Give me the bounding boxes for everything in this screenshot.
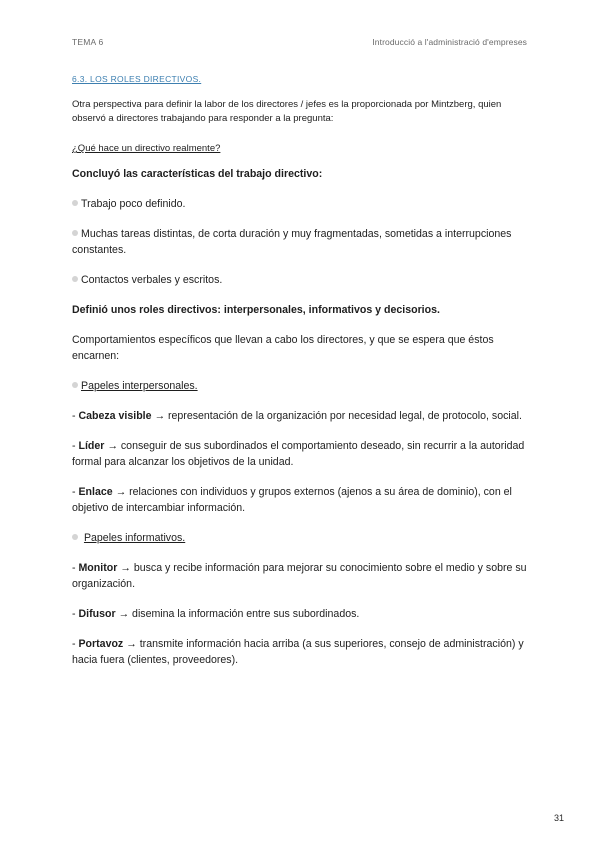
- interpersonal-title-text: Papeles interpersonales.: [81, 380, 198, 392]
- role-dash: -: [72, 410, 79, 422]
- role-entry: [72, 636, 532, 668]
- role-entry: [72, 606, 532, 622]
- arrow-icon: →: [117, 562, 134, 574]
- characteristics-heading: Concluyó las características del trabajo directivo:: [72, 168, 323, 180]
- role-dash: -: [72, 638, 79, 650]
- role-description: conseguir de sus subordinados el comportamiento deseado, sin recurrir a la autoridad formal para alcanzar los objetivos de la unidad.: [72, 440, 525, 468]
- role-description: disemina la información entre sus subordinados.: [132, 608, 360, 620]
- role-entry: [72, 438, 532, 470]
- role-dash: -: [72, 562, 79, 574]
- question-line: ¿Qué hace un directivo realmente?: [72, 143, 221, 154]
- list-item: [72, 272, 532, 288]
- role-term: Enlace: [78, 486, 113, 498]
- role-term: Monitor: [78, 562, 118, 574]
- arrow-icon: →: [112, 486, 130, 498]
- header-course-title: Introducció a l'administració d'empreses: [372, 37, 527, 47]
- list-item-text: Contactos verbales y escritos.: [81, 274, 223, 286]
- role-description: relaciones con individuos y grupos externos (ajenos a su área de dominio), con el objetivo de intercambiar información.: [72, 486, 512, 514]
- informative-title-text: Papeles informativos.: [83, 532, 186, 544]
- arrow-icon: →: [115, 608, 133, 620]
- behaviours-paragraph: Comportamientos específicos que llevan a cabo los directores, y que se espera que éstos encarnen:: [72, 334, 494, 362]
- role-description: transmite información hacia arriba (a sus superiores, consejo de administración) y hacia fuera (clientes, proveedores).: [72, 638, 524, 666]
- role-term: Líder: [78, 440, 105, 452]
- list-item: [72, 196, 532, 212]
- role-term: Cabeza visible: [78, 410, 152, 422]
- list-item: [72, 226, 532, 258]
- role-dash: -: [72, 486, 79, 498]
- document-body: [72, 72, 532, 668]
- header-topic: TEMA 6: [72, 37, 104, 47]
- arrow-icon: →: [151, 410, 168, 422]
- arrow-icon: →: [123, 638, 140, 650]
- list-item-text: Muchas tareas distintas, de corta duración y muy fragmentadas, sometidas a interrupciones constantes.: [72, 228, 512, 256]
- role-description: busca y recibe información para mejorar su conocimiento sobre el medio y sobre su organización.: [72, 562, 527, 590]
- bullet-icon: [72, 534, 78, 540]
- informative-roles-title: [72, 530, 532, 546]
- bullet-icon: [72, 200, 78, 206]
- role-entry: [72, 560, 532, 592]
- section-heading: 6.3. LOS ROLES DIRECTIVOS.: [72, 74, 202, 84]
- role-dash: -: [72, 440, 79, 452]
- page-number: 31: [553, 813, 564, 823]
- role-term: Difusor: [78, 608, 116, 620]
- bullet-icon: [72, 230, 78, 236]
- list-item-text: Trabajo poco definido.: [81, 198, 186, 210]
- role-description: representación de la organización por necesidad legal, de protocolo, social.: [167, 410, 522, 422]
- interpersonal-roles-title: [72, 378, 532, 394]
- role-entry: [72, 484, 532, 516]
- bullet-icon: [72, 382, 78, 388]
- intro-paragraph: Otra perspectiva para definir la labor de los directores / jefes es la proporcionada por Mintzberg, quien observó a directores trabajando para responder a la pregunta:: [72, 99, 502, 124]
- role-dash: -: [72, 608, 79, 620]
- roles-heading: Definió unos roles directivos: interpersonales, informativos y decisorios.: [72, 304, 440, 316]
- role-term: Portavoz: [78, 638, 124, 650]
- arrow-icon: →: [104, 440, 121, 452]
- bullet-icon: [72, 276, 78, 282]
- role-entry: [72, 408, 532, 424]
